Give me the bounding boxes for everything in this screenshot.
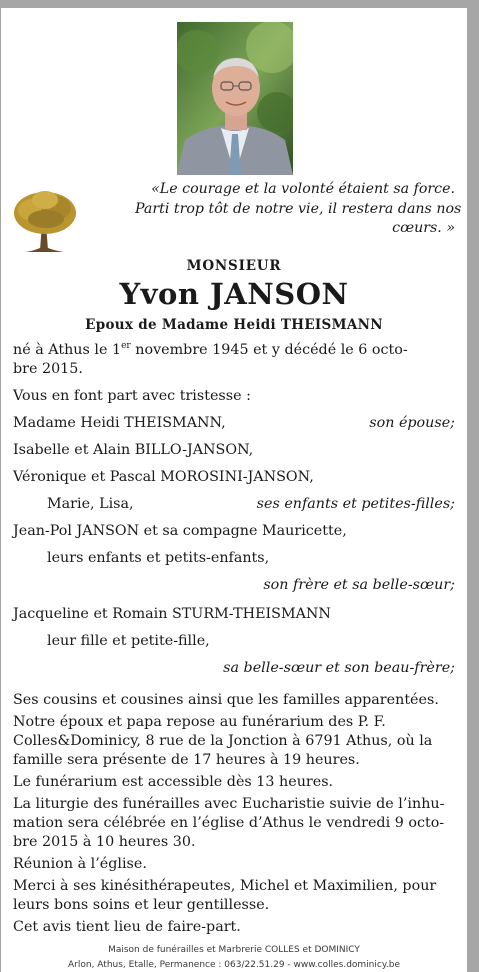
portrait-photo [177, 22, 293, 175]
paragraph: Réunion à l’église. [13, 856, 147, 872]
birth-line-2: bre 2015. [13, 361, 83, 377]
family-name: leur fille et petite-fille, [47, 633, 210, 649]
paragraph: Merci à ses kinésithérapeutes, Michel et Maximilien, pour leurs bons soins et leur gentillesse. [13, 878, 437, 913]
family-name: Jacqueline et Romain STURM-THEISMANN [13, 606, 331, 622]
quote-line: cœurs. » [392, 220, 455, 236]
spouse-line: Epoux de Madame Heidi THEISMANN [85, 317, 383, 333]
deceased-name: Yvon JANSON [119, 277, 349, 311]
obituary-page [1, 8, 467, 972]
family-name: Madame Heidi THEISMANN, [13, 415, 226, 431]
family-name: Jean-Pol JANSON et sa compagne Mauricette, [13, 523, 347, 539]
tree-icon [10, 186, 80, 254]
family-name: Marie, Lisa, [47, 496, 134, 512]
quote-line: Parti trop tôt de notre vie, il restera dans nos [135, 200, 462, 217]
family-name: leurs enfants et petits-enfants, [47, 550, 270, 566]
relation-label: son épouse; [369, 415, 455, 431]
paragraph: Ses cousins et cousines ainsi que les familles apparentées. [13, 692, 439, 708]
family-name: Isabelle et Alain BILLO-JANSON, [13, 442, 254, 458]
funeral-home-footer [1, 943, 467, 972]
relation-label: ses enfants et petites-filles; [256, 496, 455, 512]
relation-label: sa belle-sœur et son beau-frère; [223, 660, 455, 676]
paragraph: Cet avis tient lieu de faire-part. [13, 919, 241, 935]
birth-line: né à Athus le 1er novembre 1945 et y décédé le 6 octo- [13, 341, 408, 358]
quote-line: «Le courage et la volonté étaient sa force. [151, 181, 455, 197]
paragraph: Notre époux et papa repose au funérarium des P. F. Colles&Dominicy, 8 rue de la Jonction à 6791 Athus, où la famille sera présente de 17 heures à 19 heures. [13, 714, 433, 768]
honorific: MONSIEUR [186, 258, 282, 274]
footer-line: Arlon, Athus, Etalle, Permanence : 063/22.51.29 - www.colles.dominicy.be [68, 959, 400, 970]
family-name: Véronique et Pascal MOROSINI-JANSON, [13, 469, 314, 485]
family-row [13, 495, 455, 514]
memorial-quote [135, 180, 462, 239]
paragraph: Le funérarium est accessible dès 13 heures. [13, 774, 334, 790]
family-row [13, 414, 455, 433]
footer-line: Maison de funérailles et Marbrerie COLLES et DOMINICY [108, 945, 360, 955]
relation-label: son frère et sa belle-sœur; [263, 577, 455, 593]
obituary-body [13, 341, 455, 937]
paragraph: La liturgie des funérailles avec Eucharistie suivie de l’inhu- mation sera célébrée en l’église d’Athus le vendredi 9 octo- bre 2015 à 10 heures 30. [13, 796, 445, 850]
intro-line: Vous en font part avec tristesse : [13, 388, 251, 404]
